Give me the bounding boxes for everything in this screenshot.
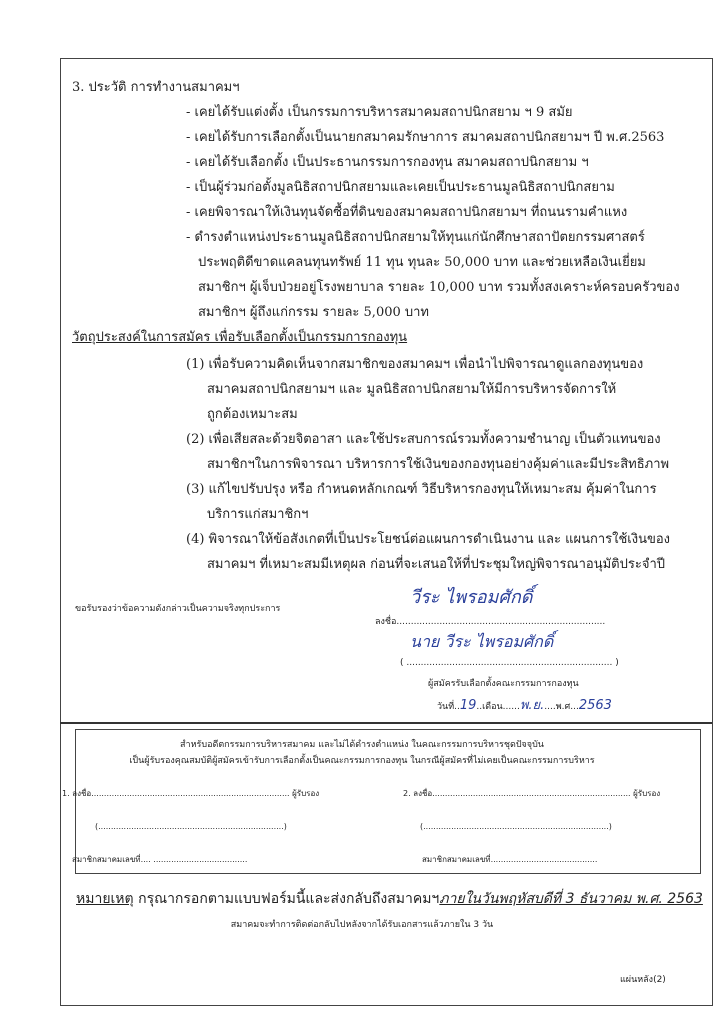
endorser-2-member-no: สมาชิกสมาคมเลขที่.......................................... [422,855,598,864]
endorser-1-name: (.........................................................................) [95,822,287,831]
note-sub: สมาคมจะทำการติดต่อกลับไปหลังจากได้รับเอกสารแล้วภายใน 3 วัน [230,920,494,930]
applicant-role: ผู้สมัครรับเลือกตั้งคณะกรรมการกองทุน [428,679,579,689]
objectives-heading: วัตถุประสงค์ในการสมัคร เพื่อรับเลือกตั้งเป็นกรรมการกองทุน [72,330,408,345]
history-item: สมาชิกฯ ผู้เจ็บป่วยอยู่โรงพยาบาล รายละ 10,000 บาท รวมทั้งสงเคราะห์ครอบครัวของ [198,280,680,295]
applicant-name-handwritten: นาย วีระ ไพรอมศักดิ์ [410,632,554,651]
objective-line: (3) แก้ไขปรับปรุง หรือ กำหนดหลักเกณฑ์ วิธีบริหารกองทุนให้เหมาะสม คุ้มค่าในการ [186,482,657,497]
history-item: - ดำรงตำแหน่งประธานมูลนิธิสถาปนิกสยามให้ทุนแก่นักศึกษาสถาปัตยกรรมศาสตร์ [186,230,645,245]
month-label: เดือน [482,702,503,712]
objective-line: สมาคมฯ ที่เหมาะสมมีเหตุผล ก่อนที่จะเสนอให้ที่ประชุมใหญ่พิจารณาอนุมัติประจำปี [207,557,665,572]
endorse-line-1: สำหรับอดีตกรรมการบริหารสมาคม และไม่ได้ดำรงตำแหน่ง ในคณะกรรมการบริหารชุดปัจจุบัน [180,740,544,750]
applicant-signature: วีระ ไพรอมศักดิ์ [410,587,533,608]
history-item: สมาชิกฯ ผู้ถึงแก่กรรม รายละ 5,000 บาท [198,305,430,320]
note-label: หมายเหตุ [76,891,134,907]
day-value: 19 [459,698,477,713]
year-label: พ.ศ. [555,702,574,712]
endorser-2-sign: 2. ลงชื่อ.............................................................................. ผู้รับรอง [403,789,661,798]
month-value: พ.ย. [519,698,545,713]
objective-line: บริการแก่สมาชิกฯ [207,507,309,522]
note-text: กรุณากรอกตามแบบฟอร์มนี้และส่งกลับถึงสมาคมฯ [133,891,440,907]
page-label: แผ่นหลัง(2) [620,975,666,985]
sign-line: ลงชื่อ......................................................................... [375,617,606,627]
history-item: - เคยได้รับเลือกตั้ง เป็นประธานกรรมการกองทุน สมาคมสถาปนิกสยาม ฯ [186,155,589,170]
history-item: - เคยได้รับแต่งตั้ง เป็นกรรมการบริหารสมาคมสถาปนิกสยาม ฯ 9 สมัย [186,105,573,120]
note-deadline: ภายในวันพฤหัสบดีที่ 3 ธันวาคม พ.ศ. 2563 [439,891,703,907]
day-label: วันที่ [437,702,455,712]
objective-line: (2) เพื่อเสียสละด้วยจิตอาสา และใช้ประสบการณ์รวมทั้งความชำนาญ เป็นตัวแทนของ [186,432,661,447]
name-line: ( ........................................................................ ) [400,658,619,668]
year-value: 2563 [578,698,612,713]
section-3-title: 3. ประวัติ การทำงานสมาคมฯ [72,80,240,95]
date-line: วันที่..19..เดือน......พ.ย.....พ.ศ...2563 [437,698,612,713]
objective-line: ถูกต้องเหมาะสม [207,407,298,422]
note [76,891,703,907]
endorser-1-member-no: สมาชิกสมาคมเลขที่.... ..................................... [72,855,248,864]
endorse-line-2: เป็นผู้รับรองคุณสมบัติผู้สมัครเข้ารับการเลือกตั้งเป็นคณะกรรมการกองทุน ในกรณีผู้สมัครที่ไม่เคยเป็นคณะกรรมการบริหาร [129,756,595,766]
endorser-2-name: (.........................................................................) [420,822,612,831]
objective-line: สมาชิกฯในการพิจารณา บริหารการใช้เงินของกองทุนอย่างคุ้มค่าและมีประสิทธิภาพ [207,457,670,472]
endorser-1-sign: 1. ลงชื่อ.............................................................................. ผู้รับรอง [62,789,320,798]
history-item: - เป็นผู้ร่วมก่อตั้งมูลนิธิสถาปนิกสยามและเคยเป็นประธานมูลนิธิสถาปนิกสยาม [186,180,615,195]
objective-line: (4) พิจารณาให้ข้อสังเกตที่เป็นประโยชน์ต่อแผนการดำเนินงาน และ แผนการใช้เงินของ [186,532,671,547]
divider [60,722,712,724]
certify-statement: ขอรับรองว่าข้อความดังกล่าวเป็นความจริงทุกประการ [75,604,281,614]
objective-line: (1) เพื่อรับความคิดเห็นจากสมาชิกของสมาคมฯ เพื่อนำไปพิจารณาดูแลกองทุนของ [186,357,644,372]
history-item: - เคยพิจารณาให้เงินทุนจัดซื้อที่ดินของสมาคมสถาปนิกสยามฯ ที่ถนนรามคำแหง [186,205,628,220]
history-item: - เคยได้รับการเลือกตั้งเป็นนายกสมาคมรักษาการ สมาคมสถาปนิกสยามฯ ปี พ.ศ.2563 [186,130,665,145]
objective-line: สมาคมสถาปนิกสยามฯ และ มูลนิธิสถาปนิกสยามให้มีการบริหารจัดการให้ [207,382,617,397]
history-item: ประพฤติดีขาดแคลนทุนทรัพย์ 11 ทุน ทุนละ 50,000 บาท และช่วยเหลือเงินเยี่ยม [198,255,646,270]
